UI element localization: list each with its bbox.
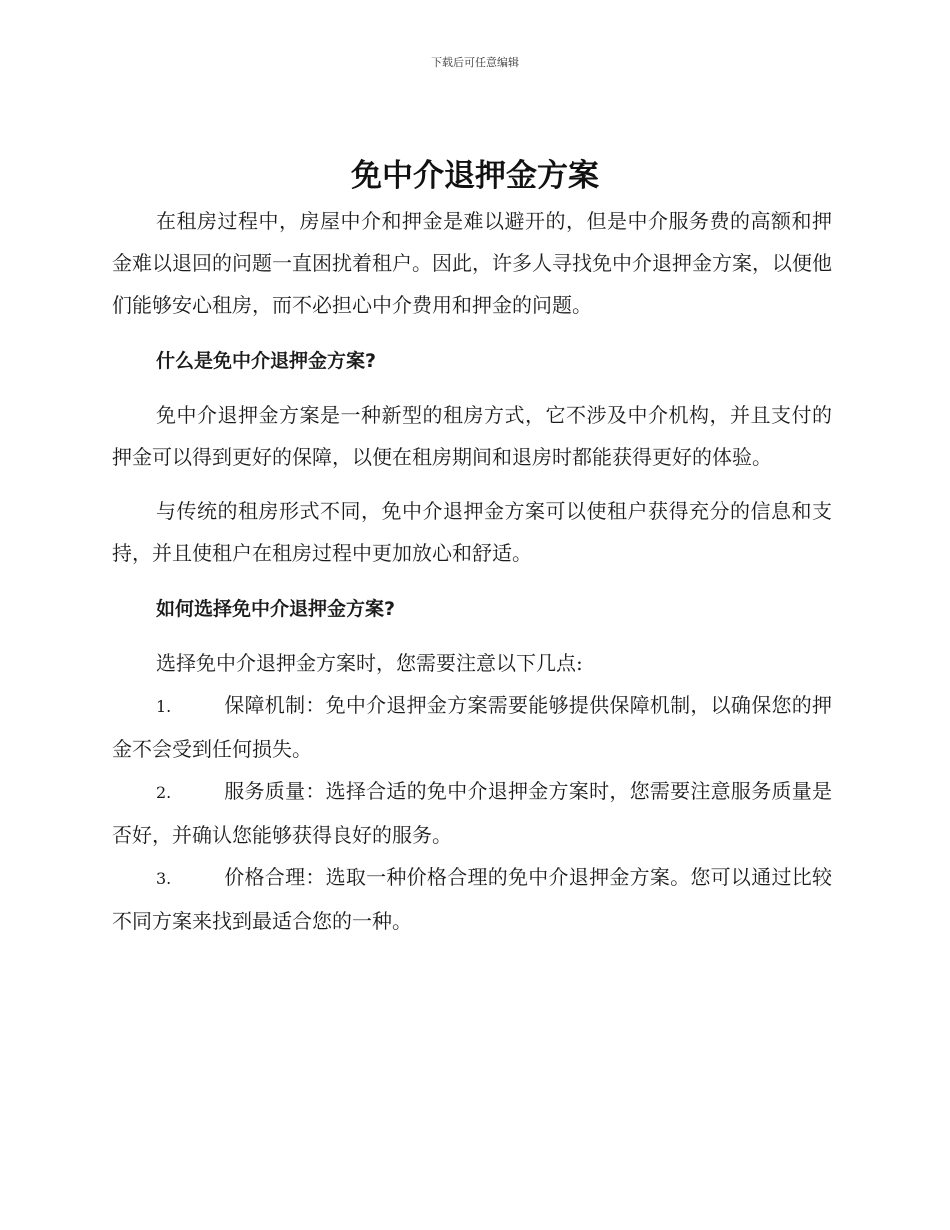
section-heading-what: 什么是免中介退押金方案? (156, 350, 377, 372)
section1-paragraph-1: 免中介退押金方案是一种新型的租房方式，它不涉及中介机构，并且支付的押金可以得到更好的保障，以便在租房期间和退房时都能获得更好的体验。 (112, 403, 832, 469)
section-heading-how: 如何选择免中介退押金方案? (156, 598, 396, 620)
list-item (112, 684, 832, 770)
list-item (112, 856, 832, 942)
list-item-text: 服务质量：选择合适的免中介退押金方案时，您需要注意服务质量是否好，并确认您能够获得良好的服务。 (112, 779, 832, 847)
list-item-text: 价格合理：选取一种价格合理的免中介退押金方案。您可以通过比较不同方案来找到最适合您的一种。 (112, 865, 832, 933)
document-body (112, 200, 832, 942)
list-item-text: 保障机制：免中介退押金方案需要能够提供保障机制，以确保您的押金不会受到任何损失。 (112, 693, 832, 761)
section1-paragraph-2: 与传统的租房形式不同，免中介退押金方案可以使租户获得充分的信息和支持，并且使租户在租房过程中更加放心和舒适。 (112, 499, 832, 565)
header-note: 下载后可任意编辑 (431, 56, 519, 69)
section2-lead: 选择免中介退押金方案时，您需要注意以下几点: (156, 651, 583, 675)
document-title: 免中介退押金方案 (351, 158, 599, 194)
list-item-number: 3. (156, 869, 172, 888)
list-item-number: 2. (156, 783, 172, 802)
list-item-number: 1. (156, 697, 172, 716)
intro-paragraph: 在租房过程中，房屋中介和押金是难以避开的，但是中介服务费的高额和押金难以退回的问题一直困扰着租户。因此，许多人寻找免中介退押金方案，以便他们能够安心租房，而不必担心中介费用和押金的问题。 (112, 209, 832, 317)
list-item (112, 770, 832, 856)
